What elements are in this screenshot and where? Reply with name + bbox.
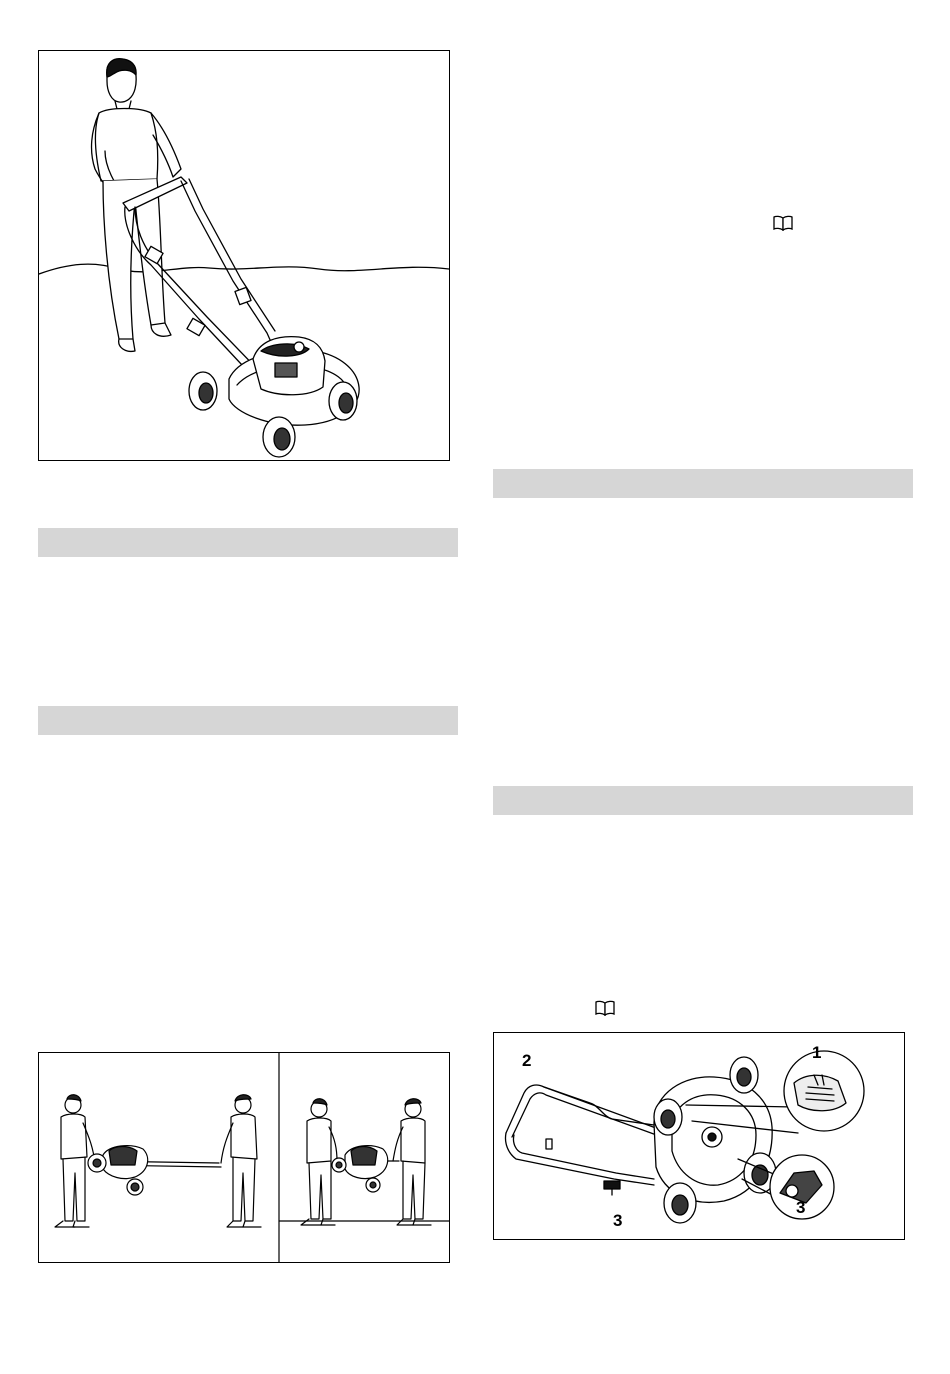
- mowing-illustration: [39, 51, 449, 460]
- section-header-band: [38, 706, 458, 735]
- section-header-band: [493, 786, 913, 815]
- callout-label: 3: [613, 1211, 623, 1230]
- figure-handle-diagram: [493, 1032, 905, 1240]
- figure-two-person-carry: [38, 1052, 450, 1263]
- callout-label: 3: [796, 1198, 806, 1217]
- section-header-band: [493, 469, 913, 498]
- section-header-band: [38, 528, 458, 557]
- callout-label: 2: [522, 1051, 532, 1070]
- figure-person-mowing: [38, 50, 450, 461]
- manual-book-icon: [595, 1000, 615, 1016]
- callout-label: 1: [812, 1043, 822, 1062]
- handle-illustration: [494, 1033, 904, 1239]
- carry-illustration: [39, 1053, 449, 1262]
- manual-book-icon: [773, 215, 793, 231]
